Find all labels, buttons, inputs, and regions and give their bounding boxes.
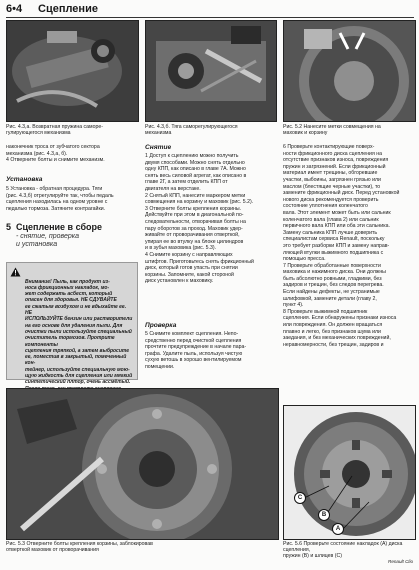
section-subtitle: - снятие, проверка и установка	[16, 233, 79, 249]
caption-fig-5-2: Рис. 5.2 Нанесите метки совмещения на маховик и корзину	[283, 124, 381, 137]
section-title: Сцепление в сборе	[16, 222, 103, 232]
removal-text: 1 Доступ к сцеплению можно получить двумя способами. Можно снять отдельно одну КПП, как описано в главе 7А. Можно снять весь силовой агрегат, как описано в главе 2Г, а затем отделить КПП от двигателя на верстаке. 2 Снятый КПП, нанесите маркером метки совмещения на корзину и маховик (рис. 5.2). 3 Отверните болты крепления корзины. Действуйте при этом в диагональной по- следовательности, отворачивая болты на пару оборотов за проход. Маховик удер- живайте от проворачивания отверткой, упирая ее во втулку на блоке цилиндров и в зубья маховика (рис. 5.3). 4 Снимите корзину с направляющих штифтов. Приготовьтесь снять фрикционный диск, который готов упасть при снятии корзины. Запомните, какой стороной диск установлен к маховику.	[145, 153, 254, 285]
section-5-header	[6, 223, 138, 259]
col1-intro-text: наконечник троса от зубчатого сектора механизма (рис. 4.3,а, б). 4 Отверните болты и снимите механизм.	[6, 144, 105, 164]
caption-fig-5-3: Рис. 5.3 Отверните болты крепления корзины, заблокировав отверткой маховик от проворачивания	[6, 541, 153, 554]
photo-fig-5-3	[6, 388, 279, 540]
warning-box	[6, 262, 138, 386]
install-text: 5 Установка - обратная процедура. Тяги (рис. 4.3,б) отрегулируйте так, чтобы педаль сцепления находилась на одном уровне с педалью тормоза. Затяните контрагайки.	[6, 186, 114, 212]
chapter-title: Сцепление	[38, 3, 98, 15]
caption-fig-4-3a: Рис. 4.3,а. Возвратная пружина саморе- гулирующегося механизма	[6, 124, 103, 137]
photo-fig-5-2	[283, 20, 416, 122]
footer-brand: Renault Clio	[388, 559, 414, 564]
label-c: C	[294, 492, 306, 504]
page-number: 6•4	[6, 3, 23, 15]
install-heading: Установка	[6, 176, 43, 183]
removal-heading: Снятие	[145, 144, 172, 151]
caption-fig-4-3b: Рис. 4.3,б. Тяга саморегулирующегося механизма	[145, 124, 238, 137]
warning-icon	[10, 267, 21, 277]
check-text: 5 Снимите комплект сцепления. Непо- средственно перед очисткой сцепления прочтите предупреждение в начале пара- графа. Удалите пыль, используя чистую сухую ветошь в хорошо вентилируемом помещении.	[145, 331, 247, 370]
label-b: B	[318, 509, 330, 521]
caption-fig-5-6: Рис. 5.6 Проверьте состояние накладок (A) диска сцепления, пружин (B) и шлицев (C)	[283, 541, 403, 560]
header-rule	[6, 17, 414, 18]
warning-text: Внимание! Пыль, как продукт из- носа фрикционных накладок, мо- жет содержать асбест, который опасен для здоровья. НЕ СДУВАЙТЕ ее сжатым воздухом и не вдыхайте ее. НЕ ИСПОЛЬЗУЙТЕ бензин или растворители на его основе для удаления пыли. Для очистки пыли используйте специальный очиститель тормозов. Протрите компоненты сцепления тряпкой, а затем выбросите ее, поместив в закрытый, помеченный кон- тейнер, используйте специальную мою- щую жидкость для сцепления или мягкий синтетический плтор, очень ассмётый.	[25, 278, 133, 386]
photo-fig-4-3b	[145, 20, 277, 122]
section-number: 5	[6, 222, 12, 232]
check-heading: Проверка	[145, 322, 177, 329]
photo-fig-5-6	[283, 405, 416, 540]
label-a: A	[332, 523, 344, 535]
col3-text: 6 Проверьте контактирующие поверх- ности фрикционного диска сцепления на отсутствие признаков износа, повреждения пружин и загрязнений. Если фрикционный материал имеет трещины, обгоревшие участки, выбоины, загрязнен грязью или маслом (блестящие черные участки), то замените фрикционный диск. Перед установкой нового диска рекомендуется проверить состояние уплотнения коленчатого вала. Этот элемент может быть или сальник коленчатого вала (глава 2) или сальник первичного вала КПП или оба эти сальника. Замену сальника КПП лучше доверить специалистам сервиса Renault, поскольку это требует разборки КПП и замену направ- ляющей втулки выжимного подшипника с помощью пресса. 7 Проверьте обработанные поверхности маховика и нажимного диска. Они должны быть абсолютно ровными, гладкими, без задиров и трещин, без следов перегрева. Если найдены дефекты, не устранимые шлифовкой, замените детали (главу 2, пункт 4). 8 Проверьте выжимной подшипник сцепления. Если обнаружены признаки износа или повреждения. Он должен вращаться плавно и легко, без признаков шума или заедания, и без механических повреждений, неравномерности, без трещин, задиров и	[283, 144, 400, 348]
photo-fig-4-3a	[6, 20, 139, 122]
